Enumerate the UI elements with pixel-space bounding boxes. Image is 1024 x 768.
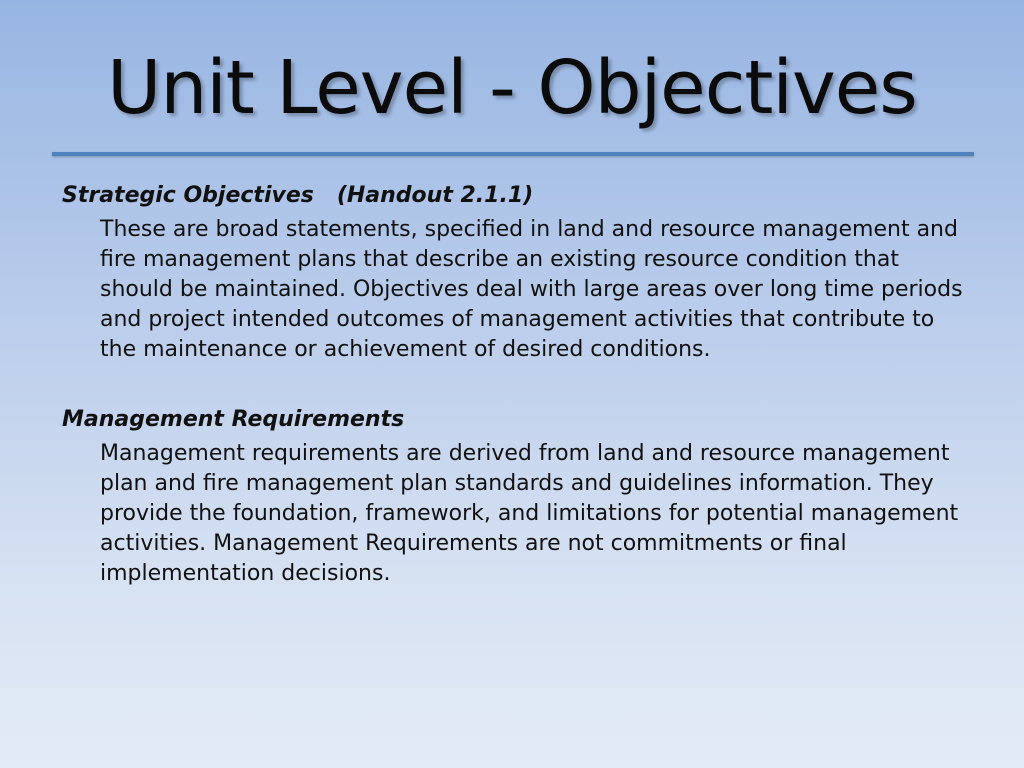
section-management-requirements (62, 405, 982, 589)
section-heading: Strategic Objectives (Handout 2.1.1) (62, 183, 534, 208)
slide-title: Unit Level - Objectives (107, 45, 917, 131)
section-body: Management requirements are derived from land and resource management plan and fire management plan standards and guidelines information. They provide the foundation, framework, and limitations for potential management activities. Management Requirements are not commitments or final implementation decisions. (100, 441, 959, 586)
section-strategic-objectives (62, 181, 982, 365)
section-body: These are broad statements, specified in land and resource management and fire management plans that describe an existing resource condition that should be maintained. Objectives deal with large areas over long time periods and project intended outcomes of management activities that contribute to the maintenance or achievement of desired conditions. (100, 217, 963, 362)
title-divider (52, 152, 974, 156)
section-spacer (62, 365, 982, 405)
section-heading: Management Requirements (62, 407, 405, 432)
slide-content (62, 181, 982, 589)
